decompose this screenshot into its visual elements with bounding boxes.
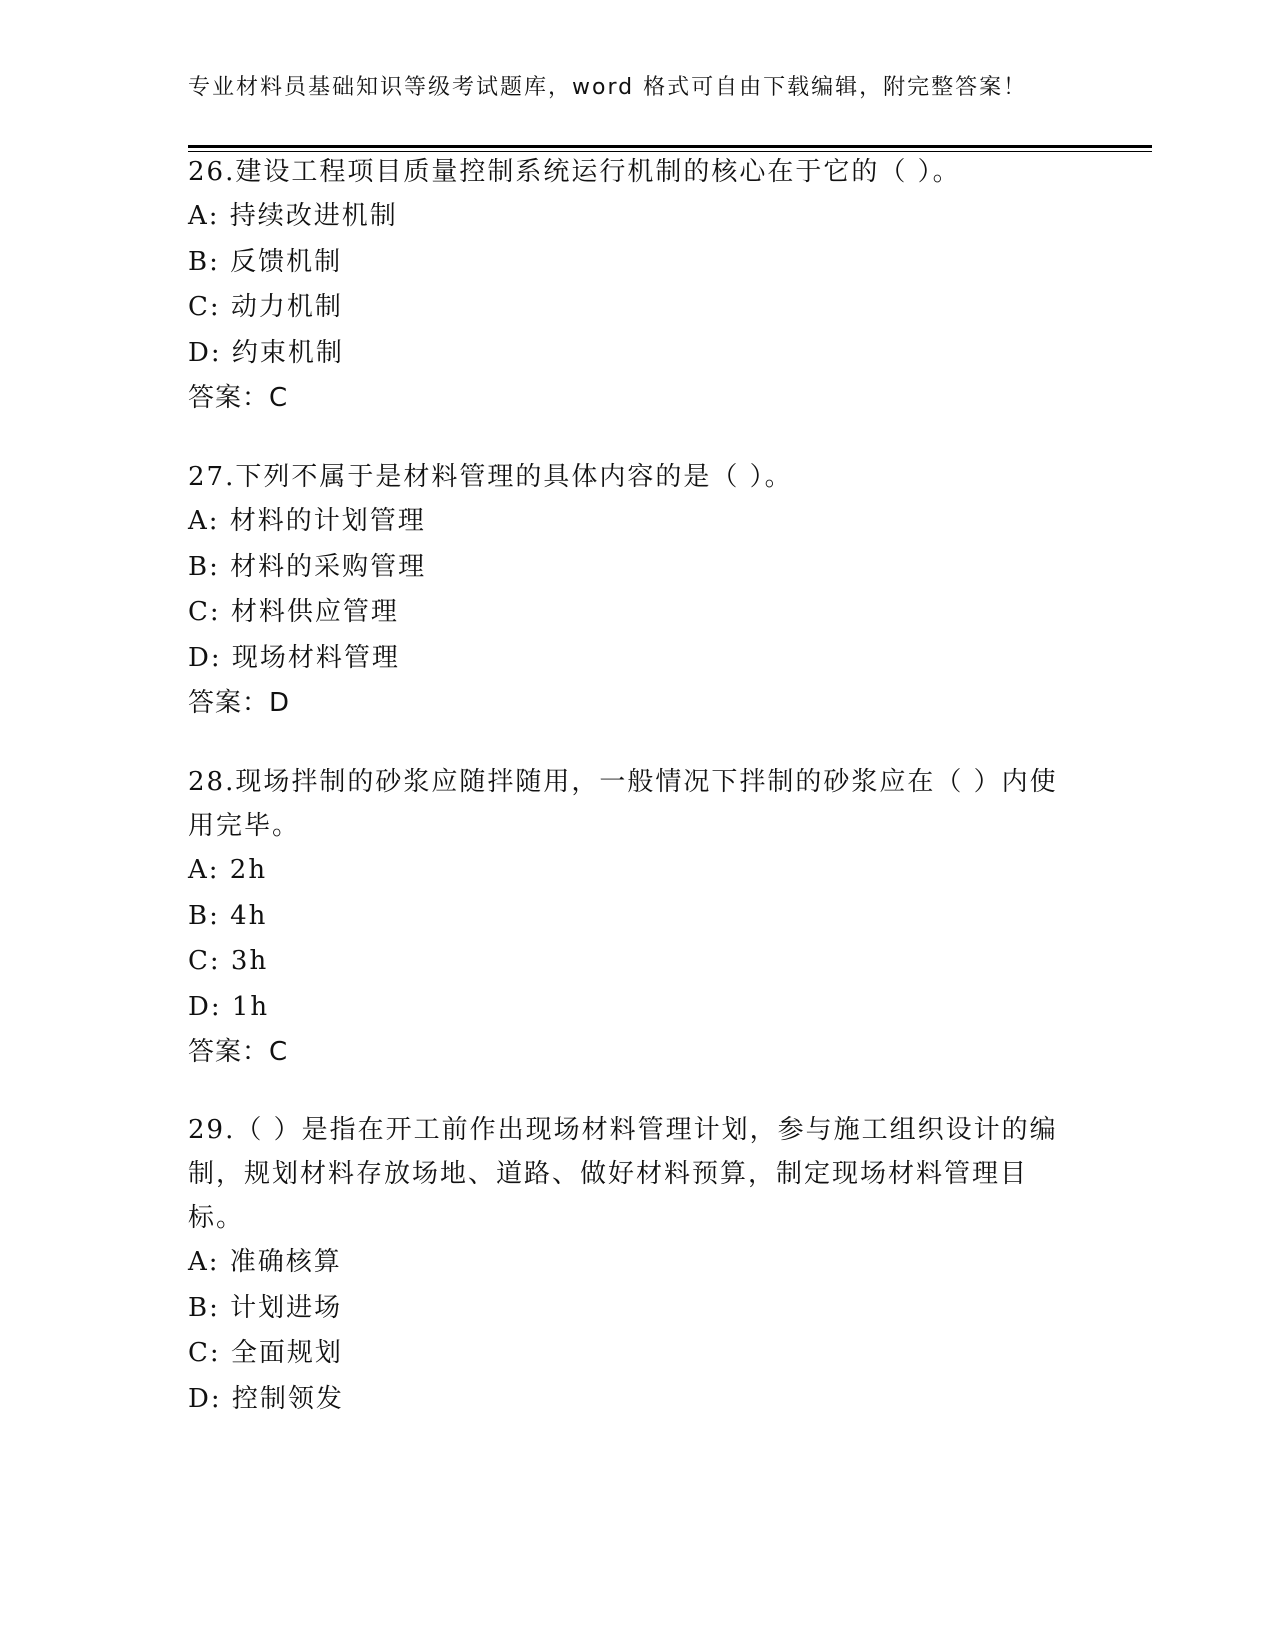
question-stem: 29.（ ）是指在开工前作出现场材料管理计划，参与施工组织设计的编制，规划材料存放场地、道路、做好材料预算，制定现场材料管理目标。 bbox=[188, 1115, 1058, 1233]
question-stem: 26.建设工程项目质量控制系统运行机制的核心在于它的（ ）。 bbox=[188, 157, 961, 187]
option-b: B: 4h bbox=[188, 900, 268, 931]
question-28 bbox=[188, 760, 1068, 1076]
answer: 答案：C bbox=[188, 383, 289, 413]
option-a: A: 2h bbox=[188, 855, 268, 885]
option-b: B: 计划进场 bbox=[188, 1292, 343, 1323]
question-stem: 27.下列不属于是材料管理的具体内容的是（ ）。 bbox=[188, 462, 793, 492]
option-d: D: 约束机制 bbox=[188, 337, 344, 368]
question-26 bbox=[188, 150, 1068, 422]
option-c: C: 动力机制 bbox=[188, 292, 343, 322]
option-d: D: 现场材料管理 bbox=[188, 642, 400, 673]
question-29 bbox=[188, 1108, 1068, 1422]
option-d: D: 1h bbox=[188, 991, 270, 1022]
option-b: B: 材料的采购管理 bbox=[188, 551, 427, 582]
question-stem: 28.现场拌制的砂浆应随拌随用，一般情况下拌制的砂浆应在（ ）内使用完毕。 bbox=[188, 767, 1058, 841]
question-27 bbox=[188, 455, 1068, 727]
option-a: A: 材料的计划管理 bbox=[188, 506, 426, 536]
option-b: B: 反馈机制 bbox=[188, 246, 343, 277]
option-c: C: 3h bbox=[188, 946, 269, 976]
option-a: A: 准确核算 bbox=[188, 1247, 342, 1277]
option-d: D: 控制领发 bbox=[188, 1383, 344, 1414]
answer: 答案：D bbox=[188, 688, 291, 718]
option-c: C: 材料供应管理 bbox=[188, 597, 399, 627]
header-divider-thick bbox=[188, 145, 1152, 148]
option-c: C: 全面规划 bbox=[188, 1338, 343, 1368]
page-header: 专业材料员基础知识等级考试题库，word 格式可自由下载编辑，附完整答案！ bbox=[188, 75, 1028, 100]
answer: 答案：C bbox=[188, 1037, 289, 1067]
option-a: A: 持续改进机制 bbox=[188, 201, 398, 231]
